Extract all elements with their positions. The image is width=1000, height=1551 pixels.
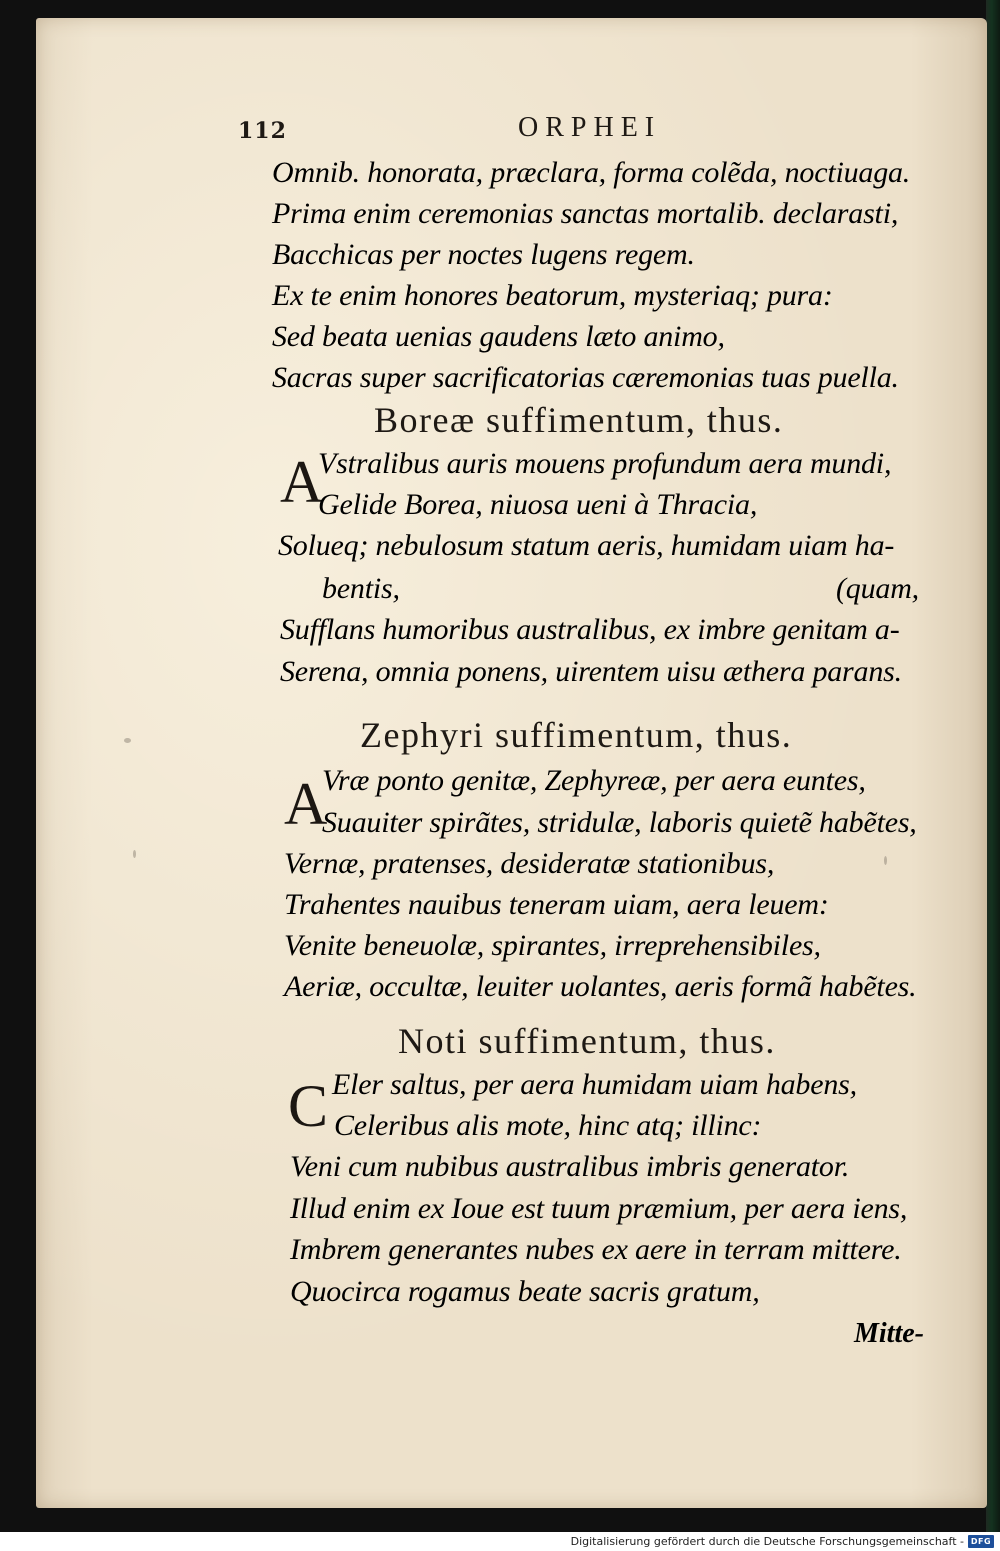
verse-line: Trahentes nauibus teneram uiam, aera leuem: [284,888,829,921]
section-heading: Noti suffimentum, thus. [398,1021,776,1061]
verse-line: Vernæ, pratenses, desideratæ stationibus, [284,847,775,880]
running-head [238,112,898,144]
paper-speck [124,738,131,743]
verse-line: Sacras super sacrificatorias cæremonias tuas puella. [272,361,899,394]
verse-line: Eler saltus, per aera humidam uiam habens, [332,1068,857,1101]
page-number: 112 [238,118,287,144]
book-spine-edge [986,0,1000,1532]
verse-line: Serena, omnia ponens, uirentem uisu æthera parans. [280,655,902,688]
verse-line: Bacchicas per noctes lugens regem. [272,238,695,271]
verse-line: Celeribus alis mote, hinc atq; illinc: [334,1109,762,1142]
verse-line: bentis, [322,572,400,605]
catchword: Mitte- [854,1318,924,1349]
verse-line: Venite beneuolæ, spirantes, irreprehensibiles, [284,929,821,962]
verse-line: Solueq; nebulosum statum aeris, humidam uiam ha- [278,529,895,562]
section-heading: Zephyri suffimentum, thus. [360,715,793,755]
drop-cap-initial: A [280,449,324,515]
verse-line: Sed beata uenias gaudens læto animo, [272,320,725,353]
drop-cap-initial: C [288,1073,329,1139]
verse-line: Vræ ponto genitæ, Zephyreæ, per aera euntes, [322,764,866,797]
verse-line: Veni cum nubibus australibus imbris generator. [290,1150,850,1183]
digitization-credit-bar [0,1532,1000,1551]
verse-line-turnover: (quam, [836,572,919,605]
drop-cap-initial: A [284,771,328,837]
paper-speck [884,856,887,865]
verse-line: Imbrem generantes nubes ex aere in terram mittere. [290,1233,902,1266]
verse-line: Omnib. honorata, præclara, forma colẽda, noctiuaga. [272,156,911,189]
verse-line: Vstralibus auris mouens profundum aera mundi, [318,447,892,480]
verse-line: Suauiter spirãtes, stridulæ, laboris quietẽ habẽtes, [322,806,917,839]
verse-line: Aeriæ, occultæ, leuiter uolantes, aeris formã habẽtes. [284,970,917,1003]
running-title: ORPHEI [518,112,662,143]
section-heading: Boreæ suffimentum, thus. [374,400,784,440]
digitization-credit: Digitalisierung gefördert durch die Deutsche Forschungsgemeinschaft - [570,1535,964,1548]
verse-line: Illud enim ex Ioue est tuum præmium, per aera iens, [290,1192,908,1225]
verse-line: Sufflans humoribus australibus, ex imbre genitam a- [280,613,900,646]
verse-line: Gelide Borea, niuosa ueni à Thracia, [318,488,758,521]
verse-line: Prima enim ceremonias sanctas mortalib. declarasti, [272,197,899,230]
paper-speck [133,850,136,858]
verse-line: Quocirca rogamus beate sacris gratum, [290,1275,760,1308]
dfg-logo: DFG [968,1535,994,1548]
verse-line: Ex te enim honores beatorum, mysteriaq; pura: [272,279,833,312]
